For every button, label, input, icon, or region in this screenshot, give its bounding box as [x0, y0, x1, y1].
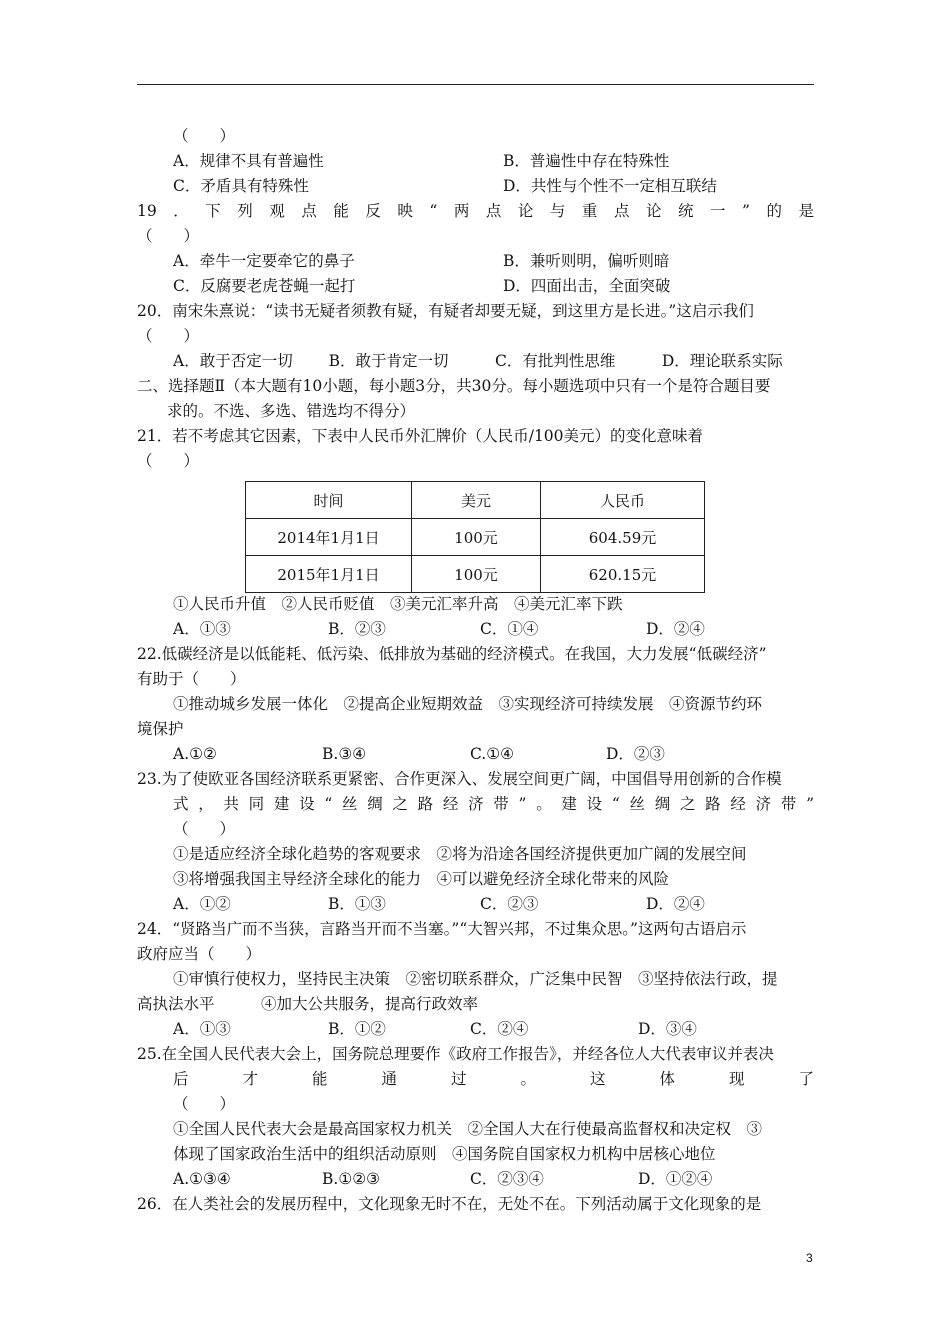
- q21-stem: 21．若不考虑其它因素，下表中人民币外汇牌价（人民币/100美元）的变化意味着: [137, 427, 704, 445]
- q24-option-b: B．①②: [328, 1020, 386, 1038]
- q23-option-b: B．①③: [328, 895, 386, 913]
- q24-option-c: C．②④: [470, 1020, 529, 1038]
- q24-items: ①审慎行使权力，坚持民主决策 ②密切联系群众，广泛集中民智 ③坚持依法行政，提: [173, 970, 778, 988]
- table-row: [246, 556, 705, 593]
- q21-option-c: C．①④: [480, 620, 539, 638]
- q23-answer-blank: （ ）: [173, 820, 236, 838]
- q25-stem-cont: 后才能通过。这体现了: [173, 1070, 814, 1088]
- q25-option-a: A.①③④: [173, 1170, 231, 1188]
- q20-options: A．敢于否定一切 B．敢于肯定一切 C．有批判性思维 D．理论联系实际: [173, 352, 783, 370]
- q22-stem-cont: 有助于（ ）: [137, 670, 246, 688]
- q22-stem: 22.低碳经济是以低能耗、低污染、低排放为基础的经济模式。在我国，大力发展“低碳经济”: [137, 645, 767, 663]
- table-cell-rmb: 604.59元: [541, 519, 705, 556]
- q21-items: ①人民币升值 ②人民币贬值 ③美元汇率升高 ④美元汇率下跌: [173, 595, 623, 613]
- q23-stem-cont: 式，共同建设“丝绸之路经济带”。建设“丝绸之路经济带”: [173, 795, 814, 813]
- table-cell-usd: 100元: [412, 556, 541, 593]
- q23-items: ①是适应经济全球化趋势的客观要求 ②将为沿途各国经济提供更加广阔的发展空间: [173, 845, 747, 863]
- q25-option-b: B.①②③: [322, 1170, 381, 1188]
- q24-stem-cont: 政府应当（ ）: [137, 945, 262, 963]
- page-number: 3: [806, 1251, 813, 1265]
- q19-answer-blank: （ ）: [137, 227, 200, 245]
- q22-items: ①推动城乡发展一体化 ②提高企业短期效益 ③实现经济可持续发展 ④资源节约环: [173, 695, 763, 713]
- q21-option-b: B．②③: [328, 620, 386, 638]
- table-header-usd: 美元: [412, 482, 541, 519]
- table-cell-usd: 100元: [412, 519, 541, 556]
- q22-option-b: B.③④: [322, 745, 367, 763]
- q24-stem: 24．“贤路当广而不当狭，言路当开而不当塞。”“大智兴邦，不过集众思。”这两句古语启示: [137, 920, 747, 938]
- q25-answer-blank: （ ）: [173, 1095, 236, 1113]
- q22-items-cont: 境保护: [137, 720, 184, 738]
- section-2-instructions: 求的。不选、多选、错选均不得分）: [167, 402, 416, 420]
- q25-stem: 25.在全国人民代表大会上，国务院总理要作《政府工作报告》，并经各位人大代表审议并表决: [137, 1045, 774, 1063]
- q23-items-cont: ③将增强我国主导经济全球化的能力 ④可以避免经济全球化带来的风险: [173, 870, 670, 888]
- table-header-row: [246, 482, 705, 519]
- q22-option-c: C.①④: [470, 745, 515, 763]
- q18-option-d: D．共性与个性不一定相互联结: [503, 177, 717, 195]
- q18-answer-blank: （ ）: [173, 127, 236, 145]
- q19-option-a: A．牵牛一定要牵它的鼻子: [173, 252, 355, 270]
- q21-answer-blank: （ ）: [137, 452, 200, 470]
- q19-option-d: D．四面出击，全面突破: [503, 277, 671, 295]
- q19-stem: 19．下列观点能反映“两点论与重点论统一”的是: [137, 202, 814, 220]
- q20-stem: 20．南宋朱熹说：“读书无疑者须教有疑，有疑者却要无疑，到这里方是长进。”这启示我们: [137, 302, 754, 320]
- q24-option-a: A．①③: [173, 1020, 231, 1038]
- table-header-rmb: 人民币: [541, 482, 705, 519]
- q19-option-c: C．反腐要老虎苍蝇一起打: [173, 277, 356, 295]
- q24-items-cont: 高执法水平 ④加大公共服务，提高行政效率: [137, 995, 479, 1013]
- table-row: [246, 519, 705, 556]
- q26-stem: 26．在人类社会的发展历程中，文化现象无时不在，无处不在。下列活动属于文化现象的是: [137, 1195, 762, 1213]
- q18-option-a: A．规律不具有普遍性: [173, 152, 324, 170]
- q18-option-c: C．矛盾具有特殊性: [173, 177, 309, 195]
- q23-option-c: C．②③: [480, 895, 539, 913]
- q23-option-d: D．②④: [646, 895, 705, 913]
- q25-items: ①全国人民代表大会是最高国家权力机关 ②全国人大在行使最高监督权和决定权 ③: [173, 1120, 763, 1138]
- q22-option-d: D．②③: [606, 745, 665, 763]
- table-cell-date: 2014年1月1日: [246, 519, 412, 556]
- table-cell-rmb: 620.15元: [541, 556, 705, 593]
- section-2-heading: 二、选择题Ⅱ（本大题有10小题，每小题3分，共30分。每小题选项中只有一个是符合题目要: [137, 377, 771, 395]
- q24-option-d: D．③④: [638, 1020, 697, 1038]
- q23-option-a: A．①②: [173, 895, 231, 913]
- q20-answer-blank: （ ）: [137, 327, 200, 345]
- q25-items-cont: 体现了国家政治生活中的组织活动原则 ④国务院自国家权力机构中居核心地位: [173, 1145, 716, 1163]
- q23-stem: 23.为了使欧亚各国经济联系更紧密、合作更深入、发展空间更广阔，中国倡导用创新的合作模: [137, 770, 782, 788]
- q21-option-d: D．②④: [646, 620, 705, 638]
- q19-option-b: B．兼听则明，偏听则暗: [503, 252, 670, 270]
- header-rule: [137, 84, 814, 85]
- exchange-rate-table: [245, 481, 705, 593]
- table-header-time: 时间: [246, 482, 412, 519]
- q18-option-b: B．普遍性中存在特殊性: [503, 152, 670, 170]
- q25-option-d: D．①②④: [638, 1170, 713, 1188]
- q22-option-a: A.①②: [173, 745, 217, 763]
- q21-option-a: A．①③: [173, 620, 231, 638]
- q25-option-c: C．②③④: [470, 1170, 544, 1188]
- table-cell-date: 2015年1月1日: [246, 556, 412, 593]
